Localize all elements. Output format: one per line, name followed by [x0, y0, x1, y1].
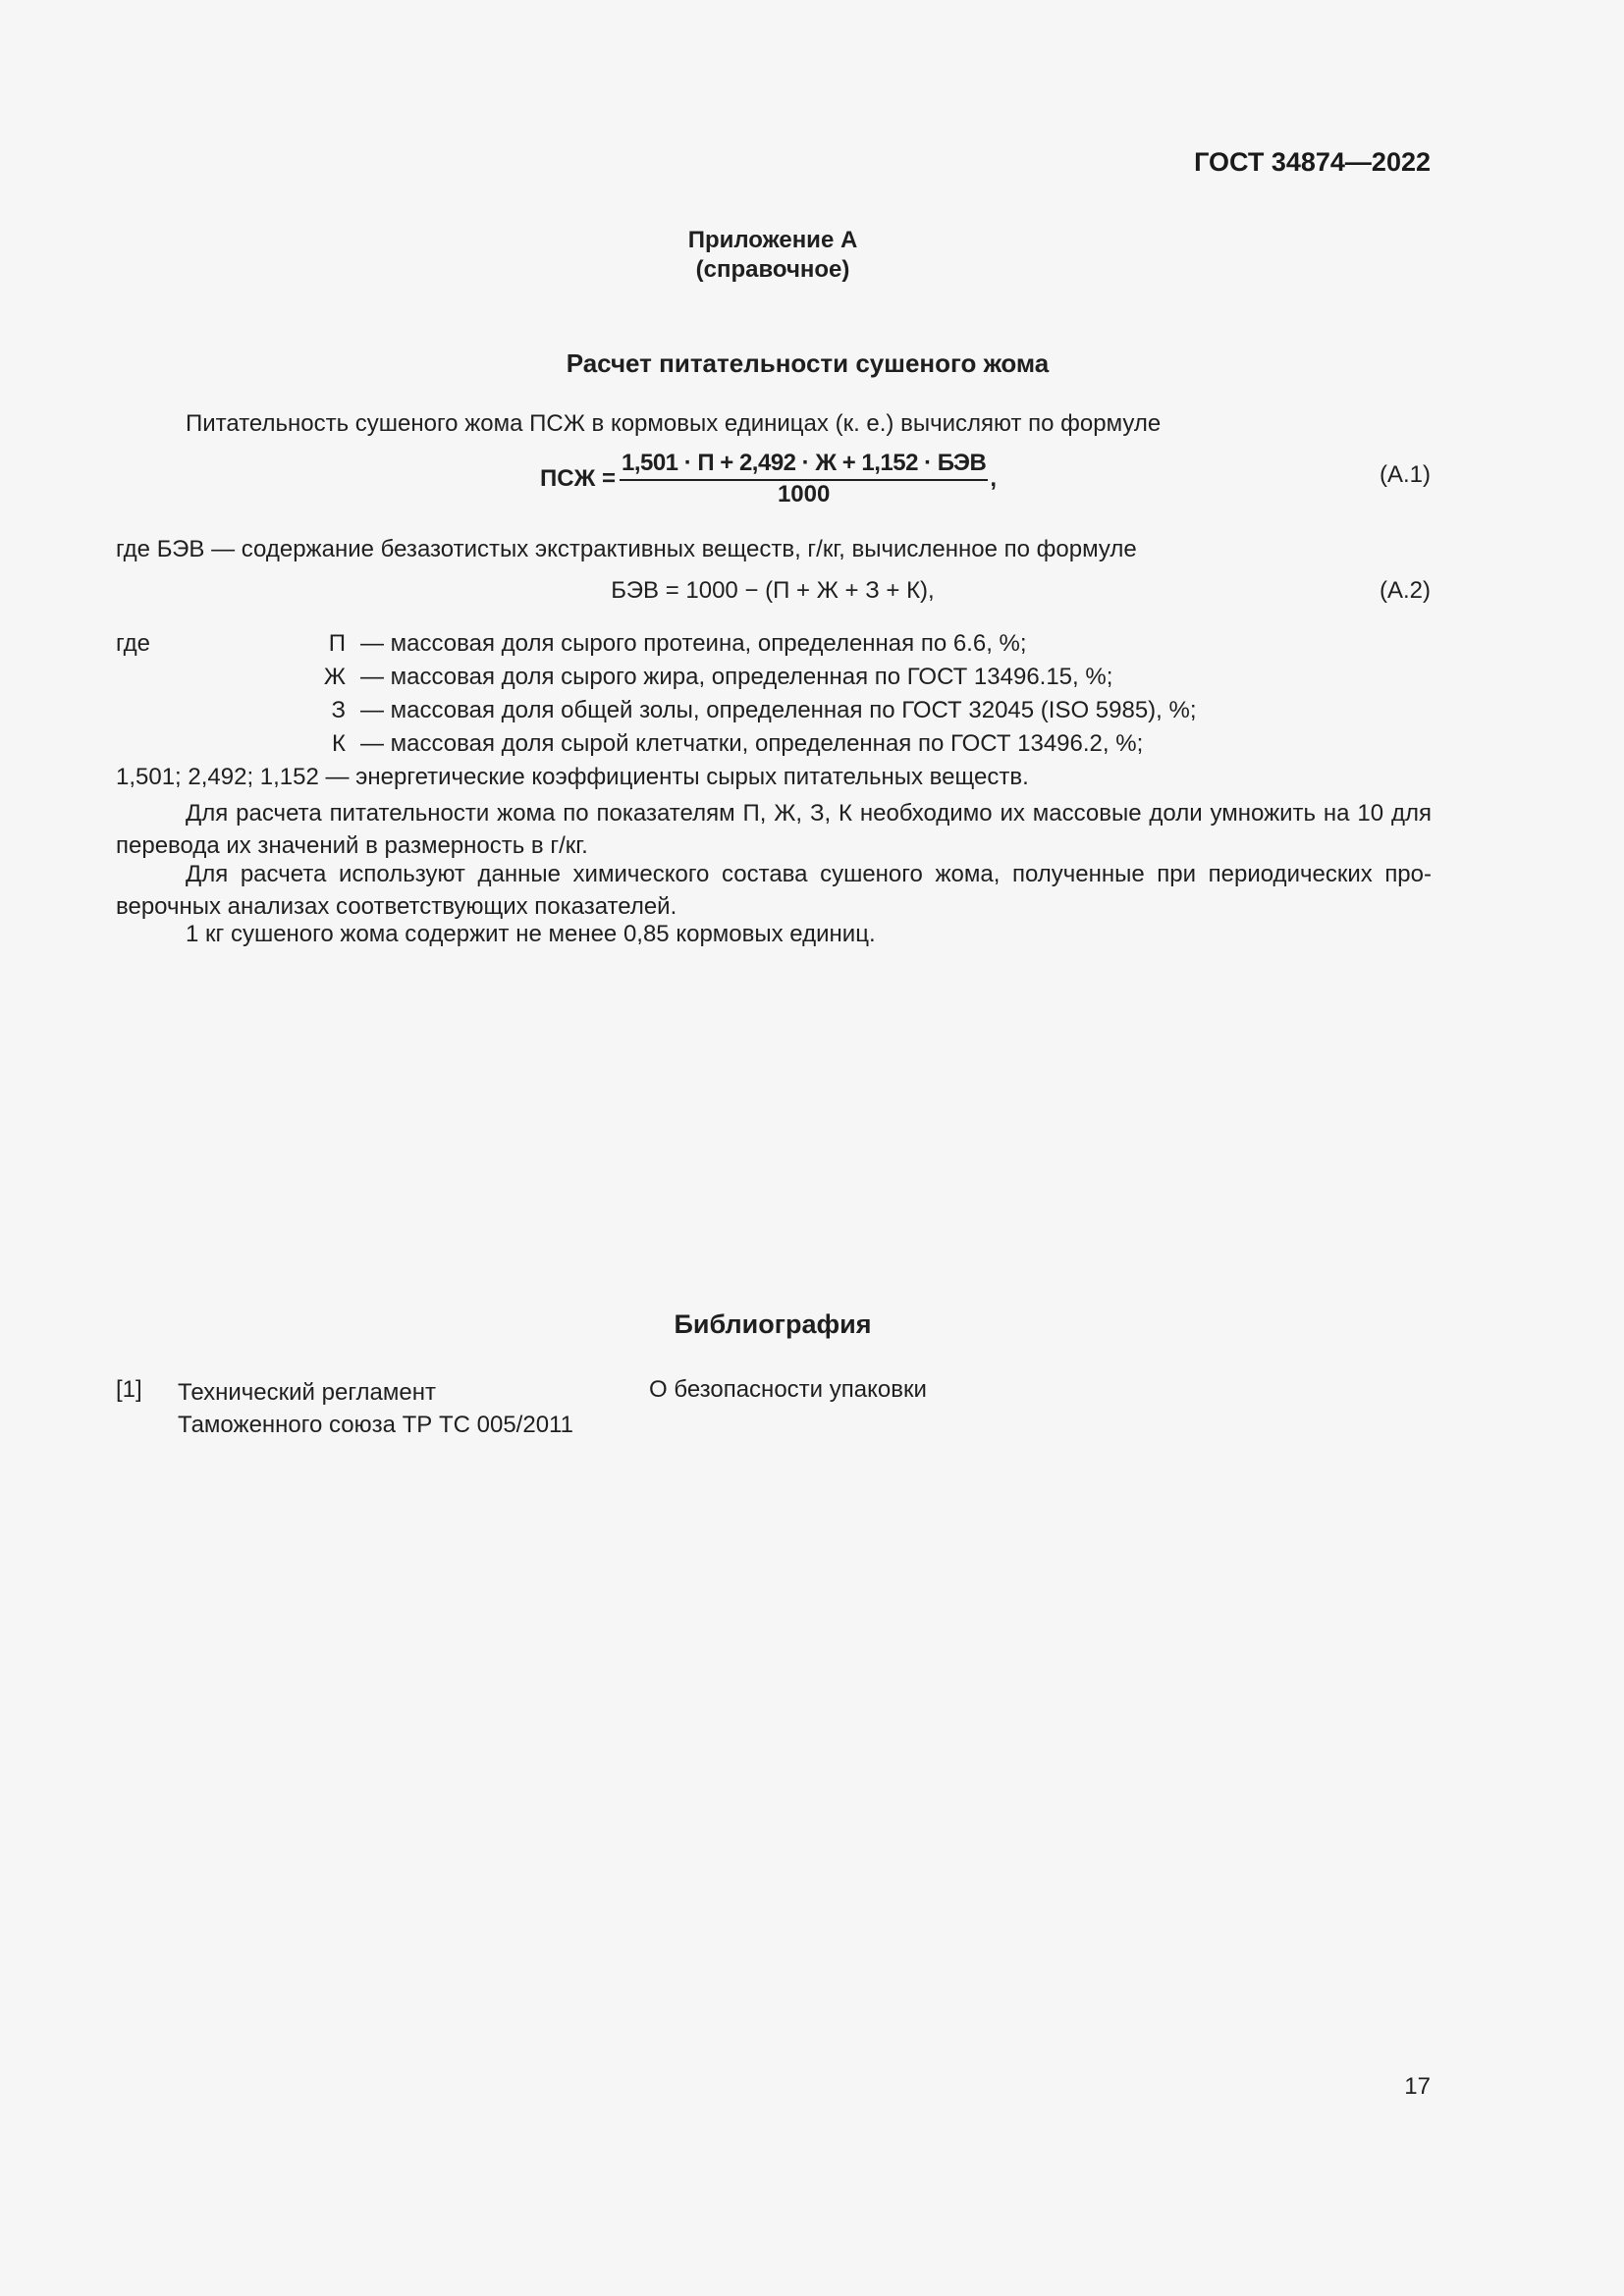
formula-a1	[540, 450, 997, 508]
definition-text: — массовая доля сырого жира, определенная по ГОСТ 13496.15, %;	[360, 664, 1113, 690]
section-title: Расчет питательности сушеного жома	[566, 348, 1050, 378]
paragraph-conversion: Для расчета питательности жома по показателям П, Ж, З, К необходимо их массовые доли умножить на 10 для перевода их значений в размерность в г/кг.	[116, 800, 1432, 859]
definition-symbol: Ж	[323, 664, 346, 690]
appendix-title: Приложение А	[687, 227, 858, 253]
formula-a1-comma: ,	[990, 465, 998, 492]
appendix-subtitle: (справочное)	[695, 256, 850, 283]
definition-text: — массовая доля сырой клетчатки, определенная по ГОСТ 13496.2, %;	[360, 730, 1144, 757]
paragraph-chemical-data: Для расчета используют данные химического состава сушеного жома, полученные при периодических про-верочных анализах соответствующих показателей.	[116, 861, 1432, 920]
coefficients-line: 1,501; 2,492; 1,152 — энергетические коэффициенты сырых питательных веществ.	[116, 764, 1029, 790]
intro-paragraph: Питательность сушеного жома ПСЖ в кормовых единицах (к. е.) вычисляют по формуле	[186, 410, 1162, 437]
bibliography-source-line: Таможенного союза ТР ТС 005/2011	[178, 1412, 573, 1438]
definition-text: — массовая доля сырого протеина, определенная по 6.6, %;	[360, 630, 1027, 657]
document-code: ГОСТ 34874—2022	[1194, 147, 1431, 177]
paragraph-feed-units: 1 кг сушеного жома содержит не менее 0,85 кормовых единиц.	[186, 921, 876, 947]
formula-a1-denominator: 1000	[777, 481, 831, 507]
where-label: где	[116, 630, 151, 657]
definition-symbol: З	[331, 697, 346, 723]
formula-a1-lhs: ПСЖ =	[540, 465, 616, 492]
definition-text: — массовая доля общей золы, определенная по ГОСТ 32045 (ISO 5985), %;	[360, 697, 1197, 723]
formula-a2: БЭВ = 1000 − (П + Ж + З + К),	[611, 577, 935, 604]
bev-definition: где БЭВ — содержание безазотистых экстрактивных веществ, г/кг, вычисленное по формуле	[116, 536, 1137, 562]
formula-a2-number: (А.2)	[1379, 577, 1431, 604]
formula-a1-numerator: 1,501 · П + 2,492 · Ж + 1,152 · БЭВ	[620, 450, 988, 481]
bibliography-entry-source	[178, 1376, 573, 1441]
bibliography-entry-number: [1]	[116, 1376, 142, 1403]
definition-symbol: П	[328, 630, 346, 657]
formula-a1-number: (А.1)	[1379, 461, 1431, 488]
definition-symbol: К	[332, 730, 346, 757]
bibliography-entry-title: О безопасности упаковки	[649, 1376, 927, 1403]
page-number: 17	[1404, 2073, 1431, 2100]
bibliography-title: Библиография	[674, 1309, 872, 1339]
bibliography-source-line: Технический регламент	[178, 1379, 436, 1406]
formula-a1-fraction	[620, 450, 988, 508]
appendix-heading	[0, 226, 1545, 285]
